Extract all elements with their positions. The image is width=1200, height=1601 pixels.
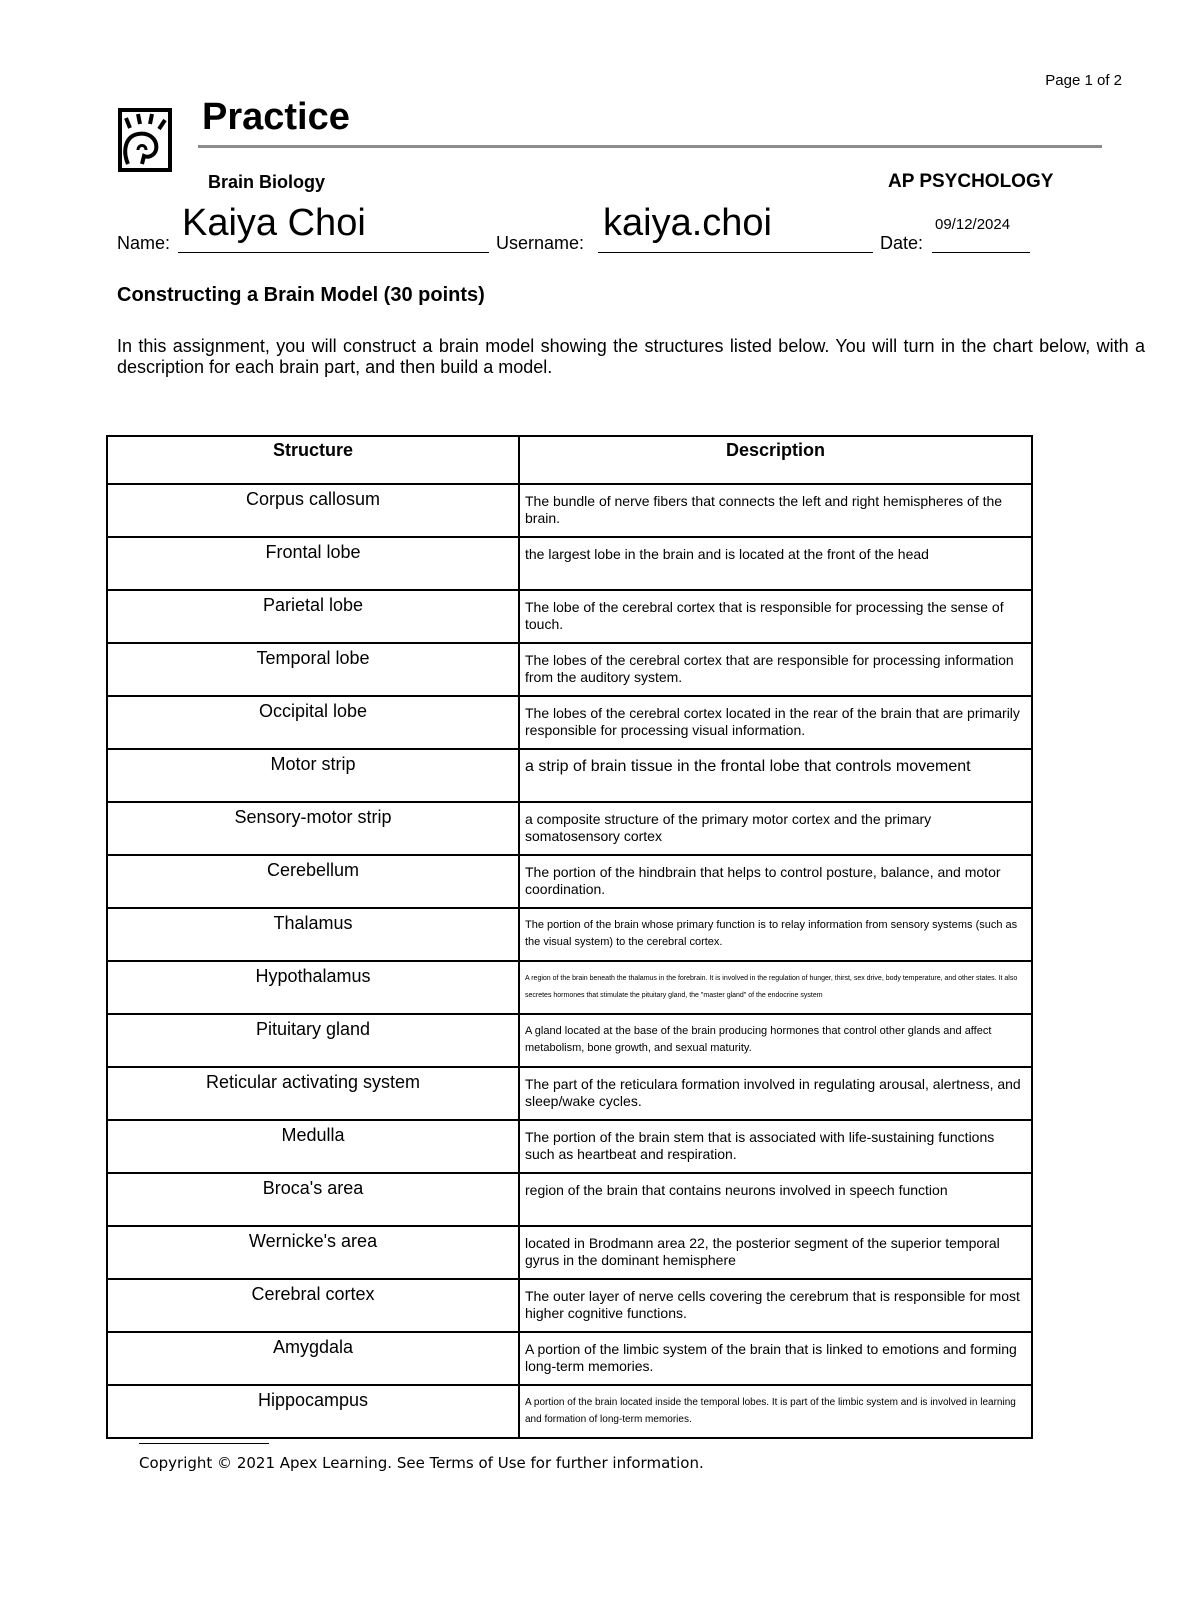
table-row [107, 1226, 1032, 1279]
structure-cell: Pituitary gland [107, 1014, 519, 1067]
structure-cell: Corpus callosum [107, 484, 519, 537]
description-cell: The lobes of the cerebral cortex that are responsible for processing information from the auditory system. [519, 643, 1032, 696]
description-cell: A gland located at the base of the brain producing hormones that control other glands and affect metabolism, bone growth, and sexual maturity. [519, 1014, 1032, 1067]
table-header-row [107, 436, 1032, 484]
structure-cell: Hippocampus [107, 1385, 519, 1438]
assignment-intro: In this assignment, you will construct a brain model showing the structures listed below. You will turn in the chart below, with a description for each brain part, and then build a model. [117, 336, 1145, 377]
structure-column-header: Structure [107, 436, 519, 484]
username-line [598, 252, 873, 253]
description-cell: The portion of the brain stem that is associated with life-sustaining functions such as heartbeat and respiration. [519, 1120, 1032, 1173]
table-row [107, 961, 1032, 1014]
table-row [107, 643, 1032, 696]
date-line [932, 252, 1030, 253]
name-value: Kaiya Choi [182, 202, 366, 244]
description-cell: The portion of the brain whose primary function is to relay information from sensory systems (such as the visual system) to the cerebral cortex. [519, 908, 1032, 961]
table-row [107, 749, 1032, 802]
description-cell: The lobes of the cerebral cortex located in the rear of the brain that are primarily responsible for processing visual information. [519, 696, 1032, 749]
copyright-notice: Copyright © 2021 Apex Learning. See Terms of Use for further information. [139, 1454, 704, 1472]
structure-cell: Frontal lobe [107, 537, 519, 590]
table-row [107, 696, 1032, 749]
page-number: Page 1 of 2 [1045, 72, 1122, 89]
structure-cell: Parietal lobe [107, 590, 519, 643]
assignment-heading: Constructing a Brain Model (30 points) [117, 284, 485, 306]
description-column-header: Description [519, 436, 1032, 484]
course-label: AP PSYCHOLOGY [888, 171, 1054, 192]
table-row [107, 1173, 1032, 1226]
structure-cell: Amygdala [107, 1332, 519, 1385]
table-row [107, 1279, 1032, 1332]
description-cell: The portion of the hindbrain that helps to control posture, balance, and motor coordination. [519, 855, 1032, 908]
structure-cell: Cerebral cortex [107, 1279, 519, 1332]
table-row [107, 1067, 1032, 1120]
description-cell: The part of the reticulara formation involved in regulating arousal, alertness, and sleep/wake cycles. [519, 1067, 1032, 1120]
table-row [107, 1014, 1032, 1067]
structure-cell: Sensory-motor strip [107, 802, 519, 855]
date-label: Date: [880, 233, 924, 253]
description-cell: A portion of the limbic system of the brain that is linked to emotions and forming long-term memories. [519, 1332, 1032, 1385]
table-row [107, 484, 1032, 537]
description-cell: The bundle of nerve fibers that connects the left and right hemispheres of the brain. [519, 484, 1032, 537]
subject-label: Brain Biology [208, 172, 326, 192]
description-cell: located in Brodmann area 22, the posterior segment of the superior temporal gyrus in the dominant hemisphere [519, 1226, 1032, 1279]
structure-cell: Wernicke's area [107, 1226, 519, 1279]
structure-cell: Reticular activating system [107, 1067, 519, 1120]
description-cell: a strip of brain tissue in the frontal lobe that controls movement [519, 749, 1032, 802]
description-cell: A portion of the brain located inside the temporal lobes. It is part of the limbic system and is involved in learning and formation of long-term memories. [519, 1385, 1032, 1438]
date-value: 09/12/2024 [935, 216, 1011, 233]
footnote-divider [139, 1443, 269, 1444]
table-row [107, 590, 1032, 643]
brain-head-logo-icon [116, 106, 174, 174]
page-title: Practice [202, 96, 350, 138]
description-cell: The outer layer of nerve cells covering the cerebrum that is responsible for most higher cognitive functions. [519, 1279, 1032, 1332]
structure-cell: Broca's area [107, 1173, 519, 1226]
table-row [107, 802, 1032, 855]
structure-cell: Motor strip [107, 749, 519, 802]
description-cell: region of the brain that contains neurons involved in speech function [519, 1173, 1032, 1226]
structure-cell: Temporal lobe [107, 643, 519, 696]
username-value: kaiya.choi [603, 202, 772, 244]
description-cell: the largest lobe in the brain and is located at the front of the head [519, 537, 1032, 590]
structure-cell: Thalamus [107, 908, 519, 961]
username-label: Username: [496, 233, 585, 253]
description-cell: A region of the brain beneath the thalamus in the forebrain. It is involved in the regulation of hunger, thirst, sex drive, body temperature, and other states. It also secretes hormones that stimulate the pituitary gland, the "master gland" of the endocrine system [519, 961, 1032, 1014]
name-label: Name: [117, 233, 171, 253]
structure-cell: Cerebellum [107, 855, 519, 908]
description-cell: The lobe of the cerebral cortex that is responsible for processing the sense of touch. [519, 590, 1032, 643]
table-row [107, 1385, 1032, 1438]
table-row [107, 908, 1032, 961]
structure-cell: Medulla [107, 1120, 519, 1173]
description-cell: a composite structure of the primary motor cortex and the primary somatosensory cortex [519, 802, 1032, 855]
table-row [107, 1332, 1032, 1385]
table-row [107, 537, 1032, 590]
structure-cell: Occipital lobe [107, 696, 519, 749]
name-line [178, 252, 489, 253]
structure-cell: Hypothalamus [107, 961, 519, 1014]
brain-structure-table [106, 435, 1033, 1439]
table-row [107, 1120, 1032, 1173]
table-row [107, 855, 1032, 908]
title-divider [198, 145, 1102, 148]
